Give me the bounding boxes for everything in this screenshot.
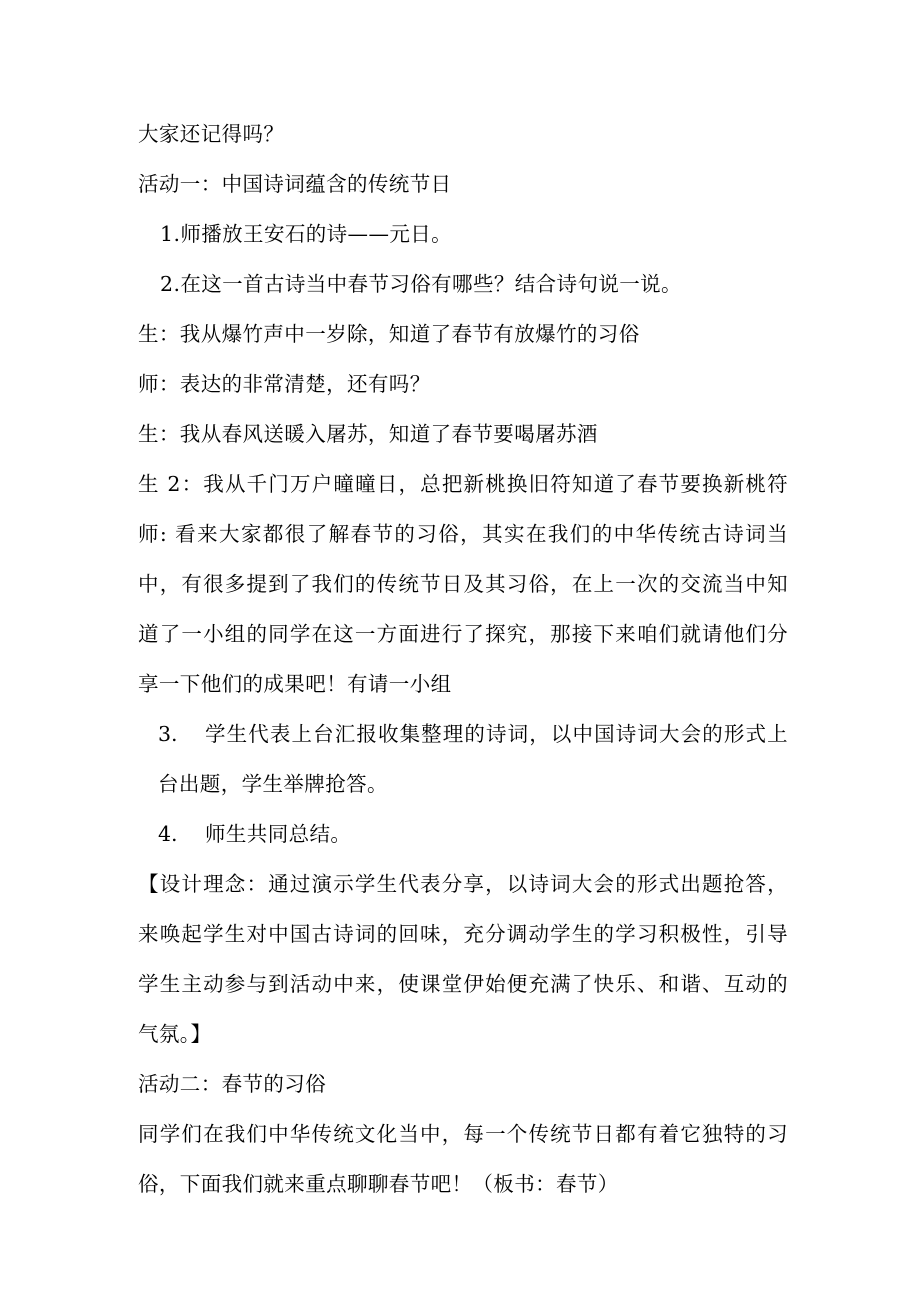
design-rationale-line: 学生主动参与到活动中来，使课堂伊始便充满了快乐、和谐、互动的 (138, 972, 788, 996)
paragraph-line: 师: 看来大家都很了解春节的习俗，其实在我们的中华传统古诗词当 (138, 522, 788, 546)
paragraph-line: 俗，下面我们就来重点聊聊春节吧！（板书：春节） (138, 1172, 619, 1196)
step-4-text: 师生共同总结。 (205, 822, 352, 846)
step-3-continuation: 台出题，学生举牌抢答。 (158, 772, 388, 796)
text-line: 大家还记得吗？ (138, 122, 285, 146)
paragraph-line: 享一下他们的成果吧！有请一小组 (138, 672, 452, 696)
paragraph-line: 道了一小组的同学在这一方面进行了探究，那接下来咱们就请他们分 (138, 622, 788, 646)
activity-two-heading: 活动二：春节的习俗 (138, 1072, 327, 1096)
design-rationale-line: 【设计理念：通过演示学生代表分享，以诗词大会的形式出题抢答， (138, 872, 788, 896)
paragraph-line: 中，有很多提到了我们的传统节日及其习俗，在上一次的交流当中知 (138, 572, 788, 596)
activity-one-heading: 活动一：中国诗词蕴含的传统节日 (138, 172, 452, 196)
design-rationale-line: 来唤起学生对中国古诗词的回味，充分调动学生的学习积极性，引导 (138, 922, 788, 946)
dialogue-line: 生：我从爆竹声中一岁除，知道了春节有放爆竹的习俗 (138, 322, 640, 346)
step-2: 2.在这一首古诗当中春节习俗有哪些？结合诗句说一说。 (160, 272, 682, 296)
step-3-number: 3. (158, 722, 178, 746)
paragraph-line: 同学们在我们中华传统文化当中，每一个传统节日都有着它独特的习 (138, 1122, 788, 1146)
dialogue-line: 师：表达的非常清楚，还有吗？ (138, 372, 431, 396)
dialogue-line: 生：我从春风送暖入屠苏，知道了春节要喝屠苏酒 (138, 422, 598, 446)
design-rationale-line: 气氛。】 (138, 1022, 212, 1046)
step-4-number: 4. (158, 822, 178, 846)
step-3-text: 学生代表上台汇报收集整理的诗词，以中国诗词大会的形式上 (205, 722, 788, 746)
step-1: 1.师播放王安石的诗——元日。 (160, 222, 453, 246)
dialogue-line: 生 2：我从千门万户曈曈日，总把新桃换旧符知道了春节要换新桃符 (138, 472, 788, 496)
